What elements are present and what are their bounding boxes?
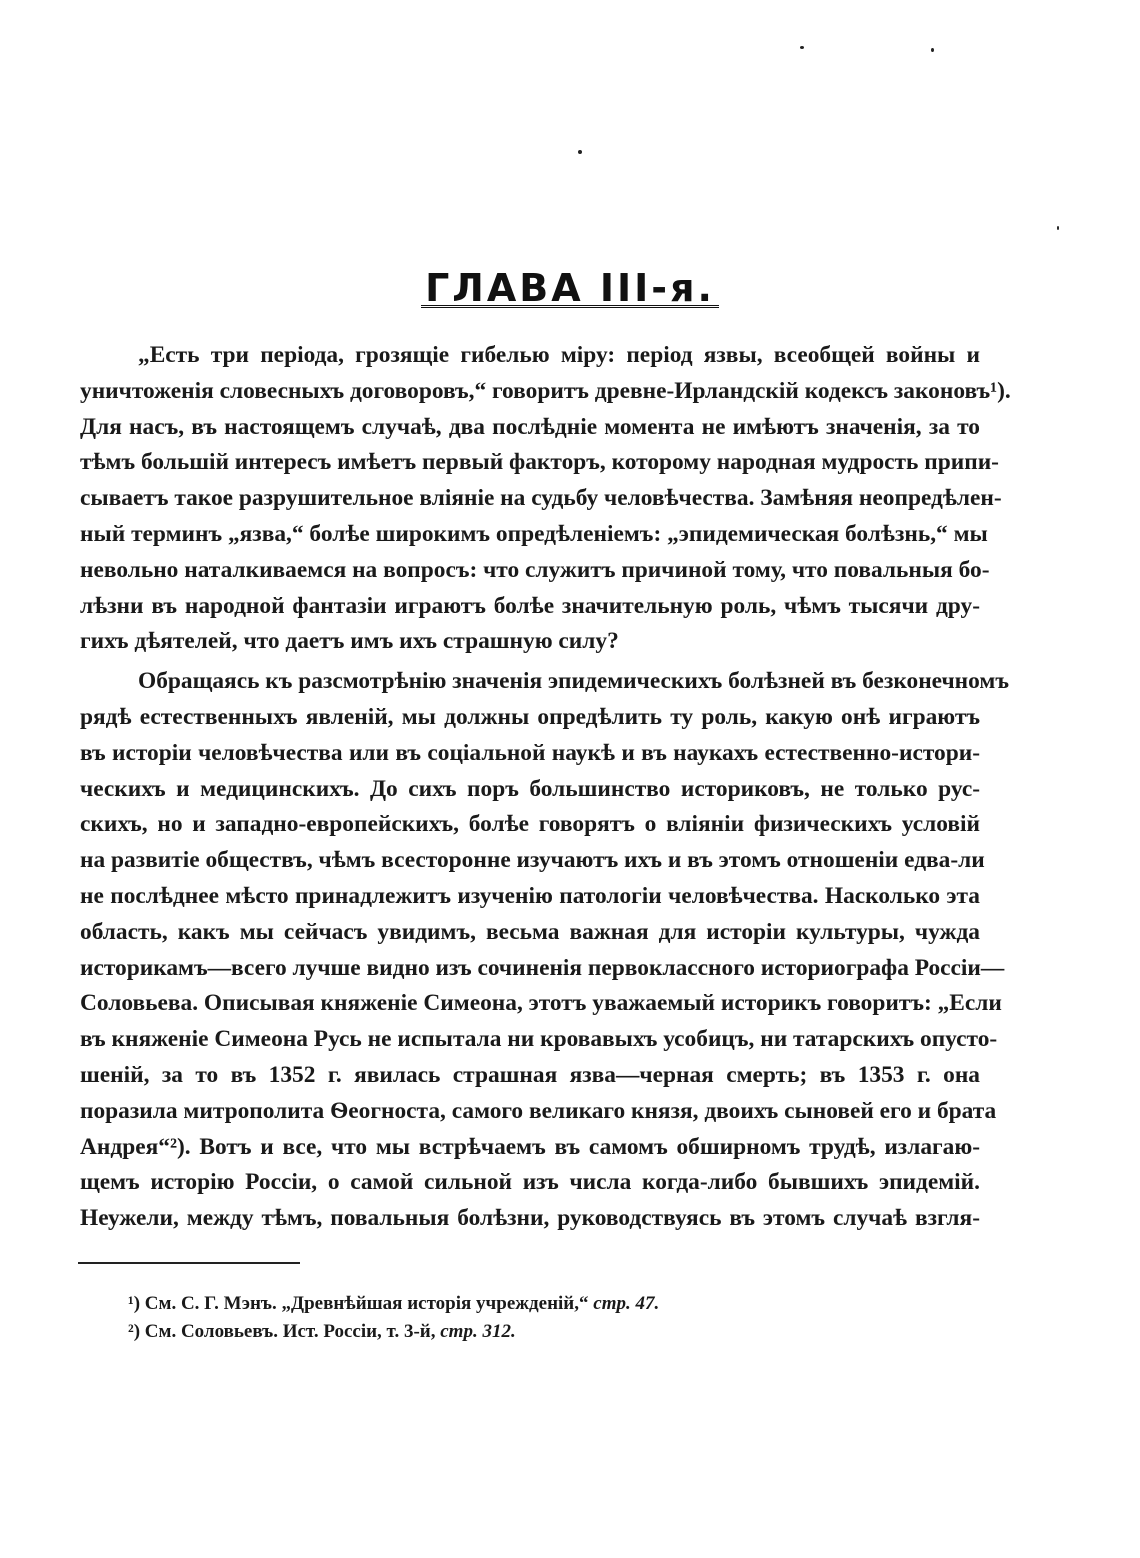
text-line: тѣмъ большій интересъ имѣетъ первый факторъ, которому народная мудрость припи- (80, 449, 999, 476)
text-line: шеній, за то въ 1352 г. явилась страшная язва—черная смерть; въ 1353 г. она (80, 1061, 980, 1088)
text-line: ный терминъ „язва,“ болѣе широкимъ опредѣленіемъ: „эпидемическая болѣзнь,“ мы (80, 520, 988, 547)
text-line: поразила митрополита Ѳеогноста, самого великаго князя, двоихъ сыновей его и брата (80, 1097, 997, 1124)
footnote (128, 1318, 659, 1346)
text-line: ческихъ и медицинскихъ. До сихъ поръ большинство историковъ, не только рус- (80, 775, 980, 802)
text-line: Неужели, между тѣмъ, повальныя болѣзни, руководствуясь въ этомъ случаѣ взгля- (80, 1205, 980, 1232)
scan-speck (800, 46, 804, 49)
footnote-page-ref: стр. 312. (440, 1321, 516, 1342)
text-line: „Есть три періода, грозящіе гибелью міру: період язвы, всеобщей войны и (138, 342, 980, 368)
text-line: уничтоженія словесныхъ договоровъ,“ говоритъ древне-Ирландскій кодексъ законовъ¹). (80, 377, 1011, 404)
scan-speck (931, 48, 934, 52)
text-line: въ княженіе Симеона Русь не испытала ни кровавыхъ усобицъ, ни татарскихъ опусто- (80, 1026, 998, 1053)
footnote-page-ref: стр. 47. (593, 1293, 660, 1314)
text-line: невольно наталкиваемся на вопросъ: что служитъ причиной тому, что повальныя бо- (80, 556, 990, 583)
footnote (128, 1290, 659, 1318)
text-line: щемъ исторію Россіи, о самой сильной изъ числа когда-либо бывшихъ эпидемій. (80, 1169, 980, 1196)
footnote-mark: ²) (128, 1321, 141, 1342)
text-line: на развитіе обществъ, чѣмъ всесторонне изучаютъ ихъ и въ этомъ отношеніи едва-ли (80, 847, 985, 874)
text-line: область, какъ мы сейчасъ увидимъ, весьма важная для исторіи культуры, чужда (80, 918, 980, 945)
text-line: историкамъ—всего лучше видно изъ сочиненія первоклассного историографа Россіи— (80, 954, 1005, 981)
text-line: лѣзни въ народной фантазіи играютъ болѣе значительную роль, чѣмъ тысячи дру- (80, 592, 980, 619)
paragraph (80, 338, 1011, 660)
text-line: рядѣ естественныхъ явленій, мы должны опредѣлить ту роль, какую онѣ играютъ (80, 703, 980, 730)
text-line: Для насъ, въ настоящемъ случаѣ, два послѣдніе момента не имѣютъ значенія, за то (80, 413, 980, 440)
footnote-text: См. Соловьевъ. Ист. Россіи, т. 3-й, (144, 1321, 436, 1342)
text-line: скихъ, но и западно-европейскихъ, болѣе говорятъ о вліяніи физическихъ условій (80, 811, 980, 838)
text-line: Андрея“²). Вотъ и все, что мы встрѣчаемъ въ самомъ обширномъ трудѣ, излагаю- (80, 1133, 980, 1160)
text-line: не послѣднее мѣсто принадлежитъ изученію патологіи человѣчества. Насколько эта (80, 882, 980, 909)
footnote-text: См. С. Г. Мэнъ. „Древнѣйшая исторія учрежденій,“ (144, 1293, 589, 1314)
text-line: въ исторіи человѣчества или въ соціальной наукѣ и въ наукахъ естественно-истори- (80, 739, 980, 766)
main-text (80, 338, 1011, 1237)
footnote-divider (78, 1262, 300, 1264)
text-line: сываетъ такое разрушительное вліяніе на судьбу человѣчества. Замѣняя неопредѣлен- (80, 485, 1002, 512)
chapter-title (0, 266, 1140, 310)
footnotes (128, 1290, 659, 1346)
scan-speck (578, 150, 582, 154)
paragraph (80, 664, 1009, 1237)
text-line: гихъ дѣятелей, что даетъ имъ ихъ страшную силу? (80, 628, 619, 655)
scan-speck (1057, 226, 1059, 230)
footnote-mark: ¹) (128, 1293, 141, 1314)
text-line: Соловьева. Описывая княженіе Симеона, этотъ уважаемый историкъ говоритъ: „Если (80, 990, 1002, 1017)
text-line: Обращаясь къ разсмотрѣнію значенія эпидемическихъ болѣзней въ безконечномъ (138, 668, 1009, 695)
chapter-title-text: ГЛАВА III-я. (421, 271, 719, 308)
